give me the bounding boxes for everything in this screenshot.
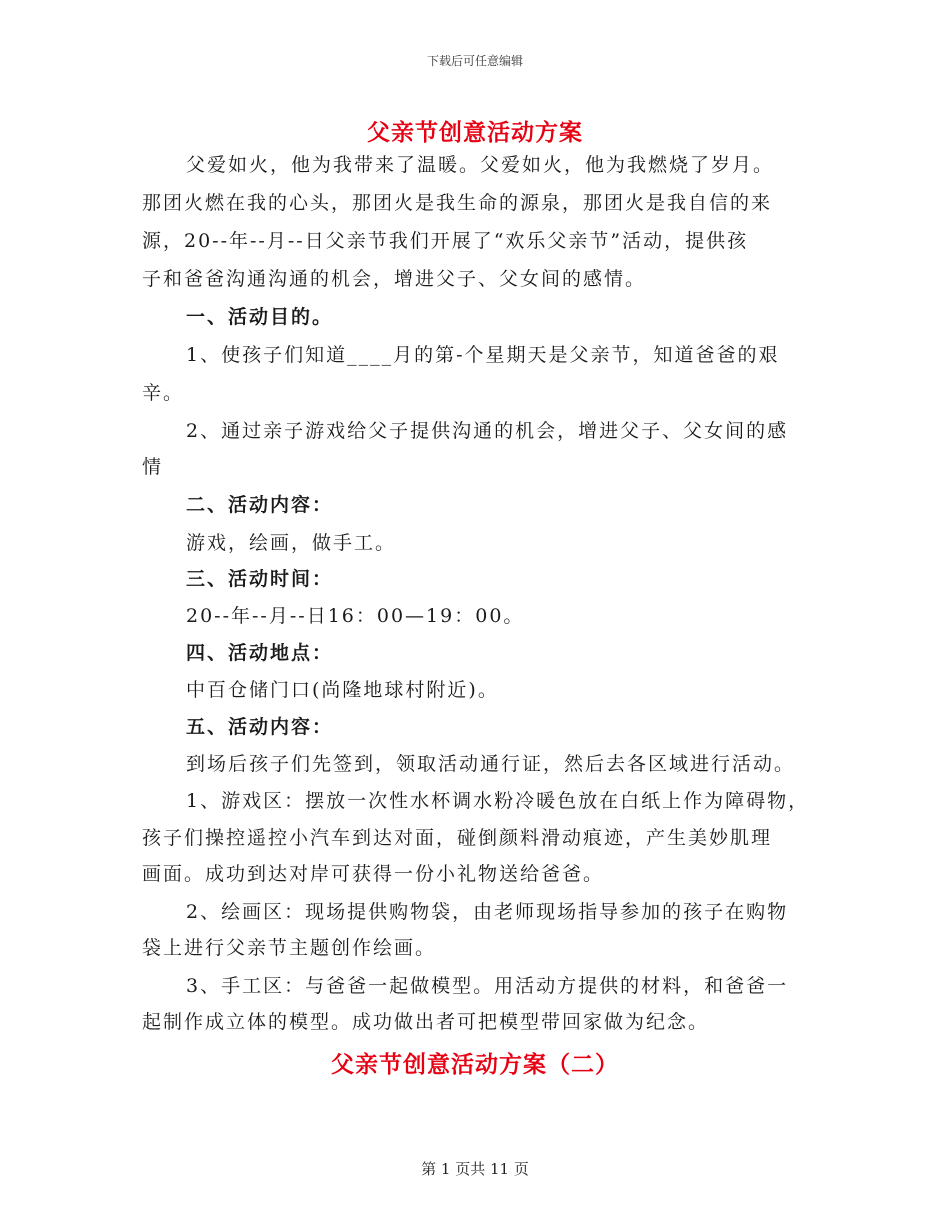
section-heading-purpose: 一、活动目的。: [186, 306, 334, 328]
purpose-item-2: 2、通过亲子游戏给父子提供沟通的机会，增进父子、父女间的感: [186, 420, 789, 442]
intro-line: 子和爸爸沟通沟通的机会，增进父子、父女间的感情。: [142, 268, 647, 290]
section-heading-content: 二、活动内容：: [186, 494, 334, 516]
activity-game-zone-cont: 画面。成功到达对岸可获得一份小礼物送给爸爸。: [142, 863, 605, 885]
activity-game-zone-cont: 孩子们操控遥控小汽车到达对面，碰倒颜料滑动痕迹，产生美妙肌理: [142, 827, 773, 849]
activity-craft-zone: 3、手工区：与爸爸一起做模型。用活动方提供的材料，和爸爸一: [186, 975, 789, 997]
activity-game-zone: 1、游戏区：摆放一次性水杯调水粉冷暖色放在白纸上作为障碍物，: [186, 790, 810, 812]
section-heading-activities: 五、活动内容：: [186, 716, 334, 738]
intro-line: 父爱如火，他为我带来了温暖。父爱如火，他为我燃烧了岁月。: [186, 154, 775, 176]
intro-line: 源，20--年--月--日父亲节我们开展了“欢乐父亲节”活动，提供孩: [142, 230, 749, 252]
content-body: 游戏，绘画，做手工。: [186, 532, 397, 554]
intro-line: 那团火燃在我的心头，那团火是我生命的源泉，那团火是我自信的来: [142, 192, 773, 214]
purpose-item-2-cont: 情: [142, 456, 164, 478]
activities-intro: 到场后孩子们先签到，领取活动通行证，然后去各区域进行活动。: [186, 753, 796, 775]
activity-drawing-zone: 2、绘画区：现场提供购物袋，由老师现场指导参加的孩子在购物: [186, 901, 789, 923]
section-heading-time: 三、活动时间：: [186, 568, 334, 590]
page-number: 第 1 页共 11 页: [421, 1160, 529, 1178]
page-header-note: 下载后可任意编辑: [426, 54, 523, 68]
location-body: 中百仓储门口(尚隆地球村附近)。: [186, 679, 499, 701]
time-body: 20--年--月--日16：00—19：00。: [186, 605, 525, 627]
section-heading-location: 四、活动地点：: [186, 642, 334, 664]
section-subtitle: 父亲节创意活动方案（二）: [331, 1051, 619, 1078]
purpose-item-1: 1、使孩子们知道____月的第-个星期天是父亲节，知道爸爸的艰: [186, 344, 780, 366]
activity-drawing-zone-cont: 袋上进行父亲节主题创作绘画。: [142, 937, 437, 959]
purpose-item-1-cont: 辛。: [142, 382, 185, 404]
activity-craft-zone-cont: 起制作成立体的模型。成功做出者可把模型带回家做为纪念。: [142, 1011, 710, 1033]
document-title: 父亲节创意活动方案: [367, 119, 583, 146]
